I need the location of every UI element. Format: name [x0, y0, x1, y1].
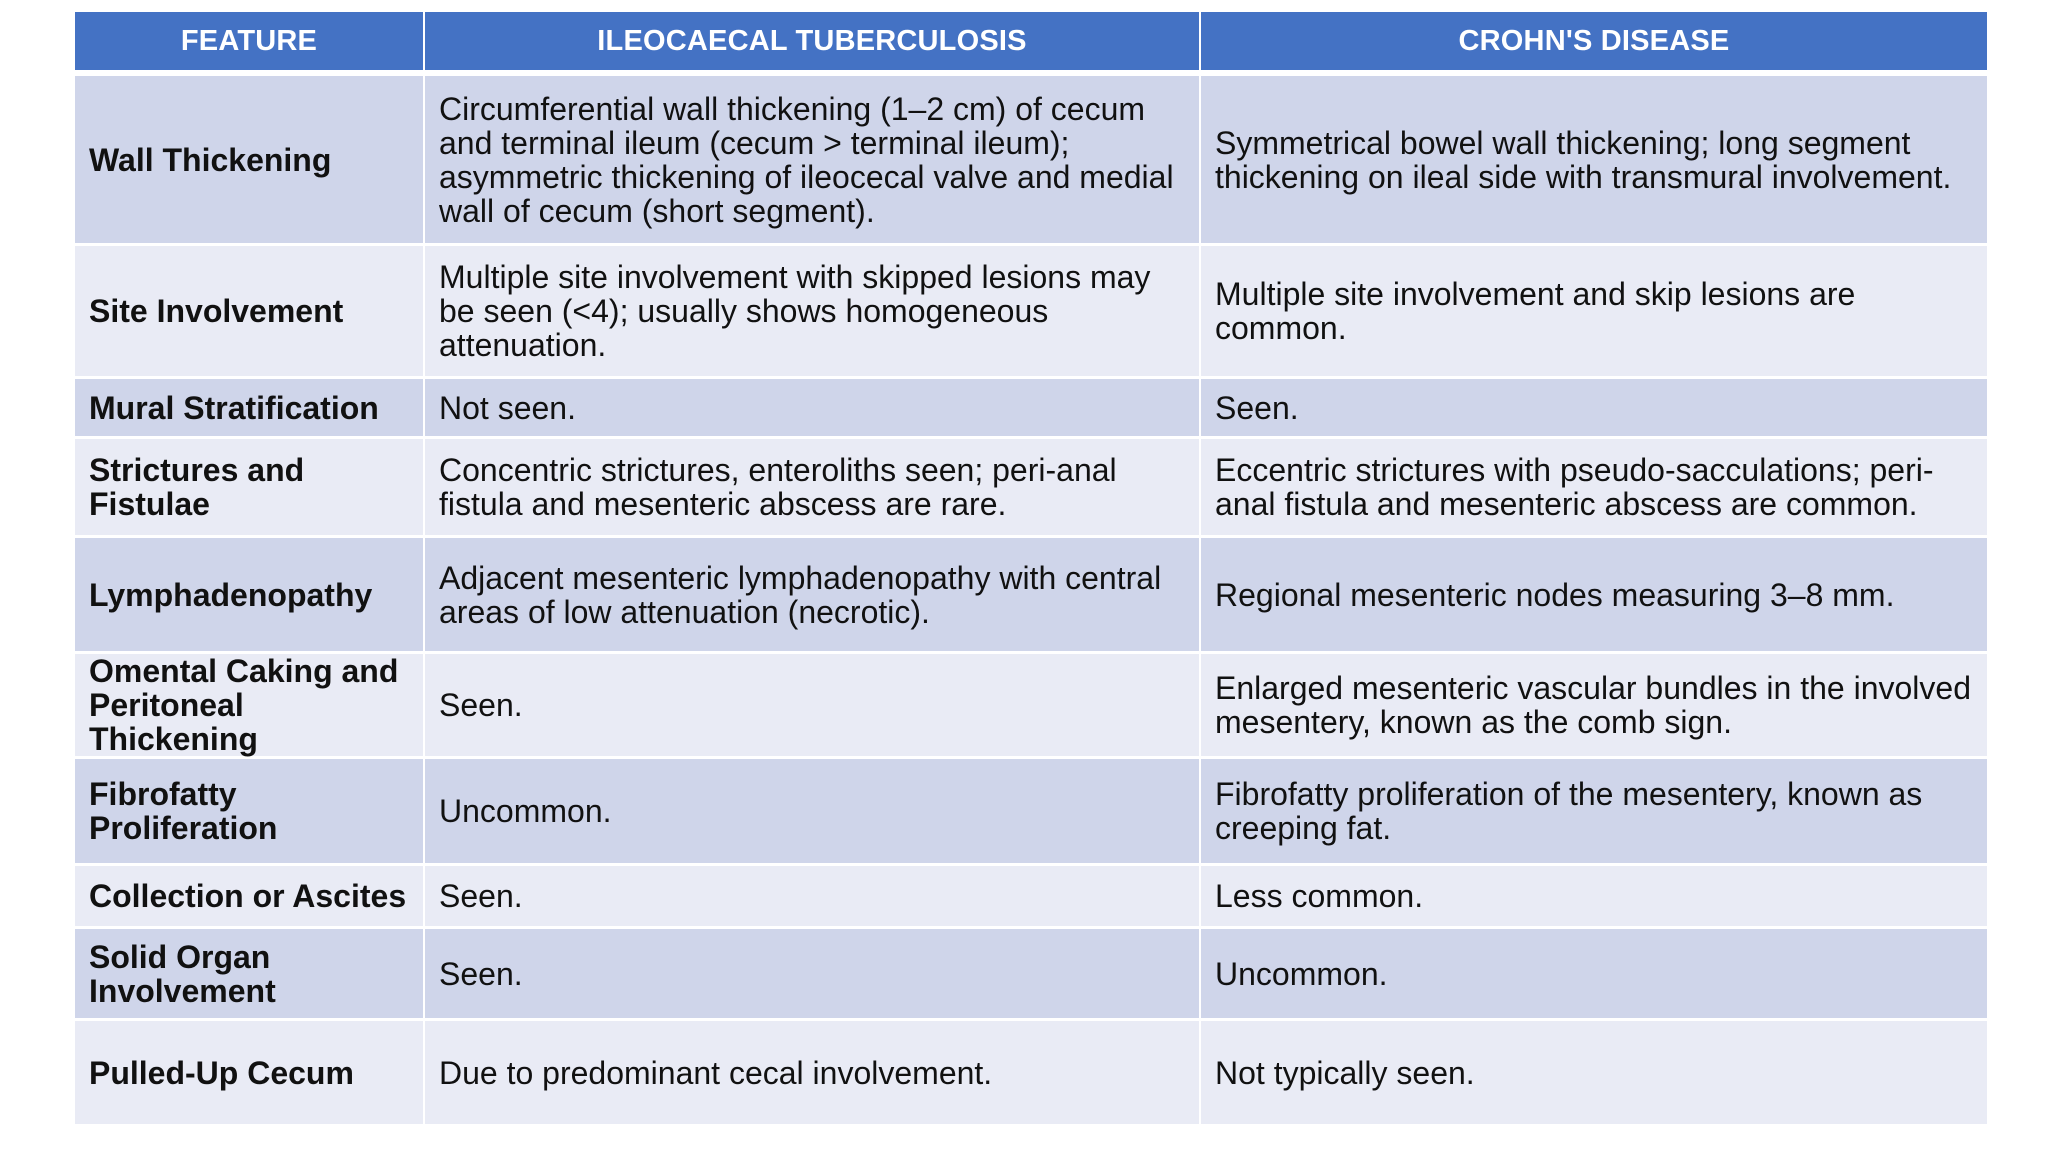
feature-cell: Lymphadenopathy [75, 538, 425, 654]
table-row [75, 866, 1987, 929]
ileocaecal-tb-cell: Seen. [425, 929, 1201, 1021]
table-row [75, 538, 1987, 654]
feature-cell: Collection or Ascites [75, 866, 425, 929]
ileocaecal-tb-cell: Adjacent mesenteric lymphadenopathy with central areas of low attenuation (necrotic). [425, 538, 1201, 654]
table-row [75, 654, 1987, 759]
ileocaecal-tb-cell: Concentric strictures, enteroliths seen; peri-anal fistula and mesenteric abscess are rare. [425, 439, 1201, 538]
ileocaecal-tb-cell: Seen. [425, 654, 1201, 759]
feature-cell: Solid Organ Involvement [75, 929, 425, 1021]
header-crohns-disease: CROHN'S DISEASE [1201, 12, 1987, 76]
crohns-cell: Multiple site involvement and skip lesions are common. [1201, 246, 1987, 379]
crohns-cell: Seen. [1201, 379, 1987, 439]
crohns-cell: Enlarged mesenteric vascular bundles in the involved mesentery, known as the comb sign. [1201, 654, 1987, 759]
crohns-cell: Not typically seen. [1201, 1021, 1987, 1127]
feature-cell: Site Involvement [75, 246, 425, 379]
feature-cell: Fibrofatty Proliferation [75, 759, 425, 866]
header-ileocaecal-tuberculosis: ILEOCAECAL TUBERCULOSIS [425, 12, 1201, 76]
feature-cell: Pulled-Up Cecum [75, 1021, 425, 1127]
ileocaecal-tb-cell: Circumferential wall thickening (1–2 cm) of cecum and terminal ileum (cecum > terminal ileum); asymmetric thickening of ileocecal valve and medial wall of cecum (short segment). [425, 76, 1201, 246]
ileocaecal-tb-cell: Due to predominant cecal involvement. [425, 1021, 1201, 1127]
table-header-row [75, 12, 1987, 76]
table-row [75, 379, 1987, 439]
crohns-cell: Regional mesenteric nodes measuring 3–8 mm. [1201, 538, 1987, 654]
comparison-table-container [75, 12, 1987, 1127]
header-feature: FEATURE [75, 12, 425, 76]
feature-cell: Mural Stratification [75, 379, 425, 439]
crohns-cell: Uncommon. [1201, 929, 1987, 1021]
table-row [75, 929, 1987, 1021]
ileocaecal-tb-cell: Not seen. [425, 379, 1201, 439]
feature-cell: Strictures and Fistulae [75, 439, 425, 538]
comparison-table [75, 12, 1987, 1127]
crohns-cell: Symmetrical bowel wall thickening; long segment thickening on ileal side with transmural involvement. [1201, 76, 1987, 246]
feature-cell: Omental Caking and Peritoneal Thickening [75, 654, 425, 759]
table-row [75, 439, 1987, 538]
feature-cell: Wall Thickening [75, 76, 425, 246]
ileocaecal-tb-cell: Multiple site involvement with skipped lesions may be seen (<4); usually shows homogeneous attenuation. [425, 246, 1201, 379]
ileocaecal-tb-cell: Uncommon. [425, 759, 1201, 866]
table-row [75, 246, 1987, 379]
table-row [75, 759, 1987, 866]
crohns-cell: Fibrofatty proliferation of the mesentery, known as creeping fat. [1201, 759, 1987, 866]
ileocaecal-tb-cell: Seen. [425, 866, 1201, 929]
table-row [75, 76, 1987, 246]
table-row [75, 1021, 1987, 1127]
crohns-cell: Eccentric strictures with pseudo-sacculations; peri-anal fistula and mesenteric abscess are common. [1201, 439, 1987, 538]
crohns-cell: Less common. [1201, 866, 1987, 929]
